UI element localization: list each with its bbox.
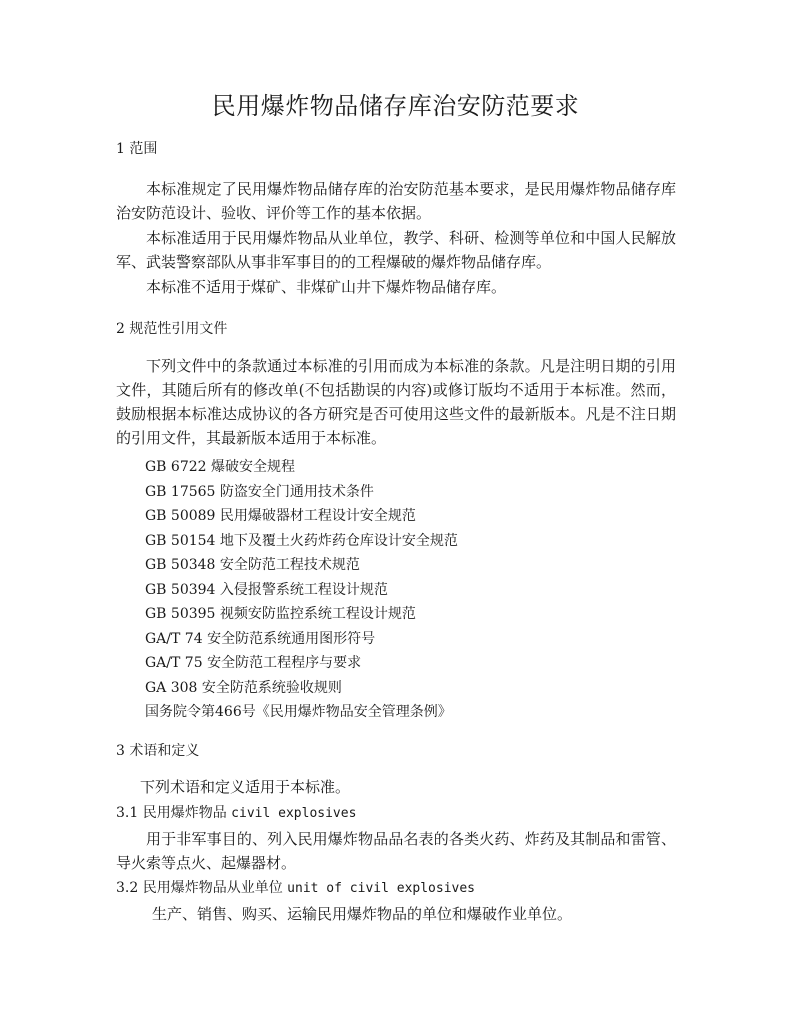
term-entry-heading	[116, 877, 475, 897]
reference-item: 国务院令第466号《民用爆炸物品安全管理条例》	[145, 704, 452, 720]
term-number: 3.1	[116, 805, 139, 821]
term-definition: 生产、销售、购买、运输民用爆炸物品的单位和爆破作业单位。	[152, 905, 573, 923]
section-heading-terms: 3 术语和定义	[116, 743, 200, 759]
section-heading-scope: 1 范围	[116, 141, 158, 157]
reference-item: GB 50395 视频安防监控系统工程设计规范	[145, 606, 416, 622]
terms-intro-paragraph: 下列术语和定义适用于本标准。	[140, 778, 351, 796]
term-english: unit of civil explosives	[287, 881, 476, 896]
reference-item: GB 50089 民用爆破器材工程设计安全规范	[145, 508, 416, 524]
scope-paragraph-3: 本标准不适用于煤矿、非煤矿山井下爆炸物品储存库。	[146, 278, 507, 296]
term-name: 民用爆炸物品	[142, 805, 227, 821]
term-definition: 用于非军事目的、列入民用爆炸物品品名表的各类火药、炸药及其制品和雷管、导火索等点火、起爆器材。	[116, 830, 676, 872]
reference-item: GA/T 75 安全防范工程程序与要求	[145, 655, 362, 671]
reference-item: GA 308 安全防范系统验收规则	[145, 679, 342, 696]
reference-item: GB 50394 入侵报警系统工程设计规范	[145, 581, 388, 598]
reference-item: GB 50154 地下及覆土火药炸药仓库设计安全规范	[145, 532, 458, 549]
term-number: 3.2	[116, 880, 139, 896]
references-intro-paragraph: 下列文件中的条款通过本标准的引用而成为本标准的条款。凡是注明日期的引用文件，其随后所有的修改单(不包括勘误的内容)或修订版均不适用于本标准。然而，鼓励根据本标准达成协议的各方研究是否可使用这些文件的最新版本。凡是不注日期的引用文件，其最新版本适用于本标准。	[116, 357, 676, 447]
scope-paragraph-2: 本标准适用于民用爆炸物品从业单位，教学、科研、检测等单位和中国人民解放军、武装警察部队从事非军事目的的工程爆破的爆炸物品储存库。	[116, 229, 676, 271]
reference-item: GA/T 74 安全防范系统通用图形符号	[145, 630, 376, 647]
scope-paragraph-1: 本标准规定了民用爆炸物品储存库的治安防范基本要求，是民用爆炸物品储存库治安防范设计、验收、评价等工作的基本依据。	[116, 180, 676, 222]
reference-list	[145, 455, 458, 725]
term-entry-heading	[116, 802, 356, 822]
reference-item: GB 17565 防盗安全门通用技术条件	[145, 483, 374, 500]
reference-item: GB 50348 安全防范工程技术规范	[145, 557, 360, 573]
reference-item: GB 6722 爆破安全规程	[145, 459, 296, 475]
term-name: 民用爆炸物品从业单位	[142, 880, 283, 896]
document-title: 民用爆炸物品储存库治安防范要求	[211, 92, 580, 120]
term-english: civil explosives	[231, 806, 357, 821]
section-heading-references: 2 规范性引用文件	[116, 321, 228, 337]
